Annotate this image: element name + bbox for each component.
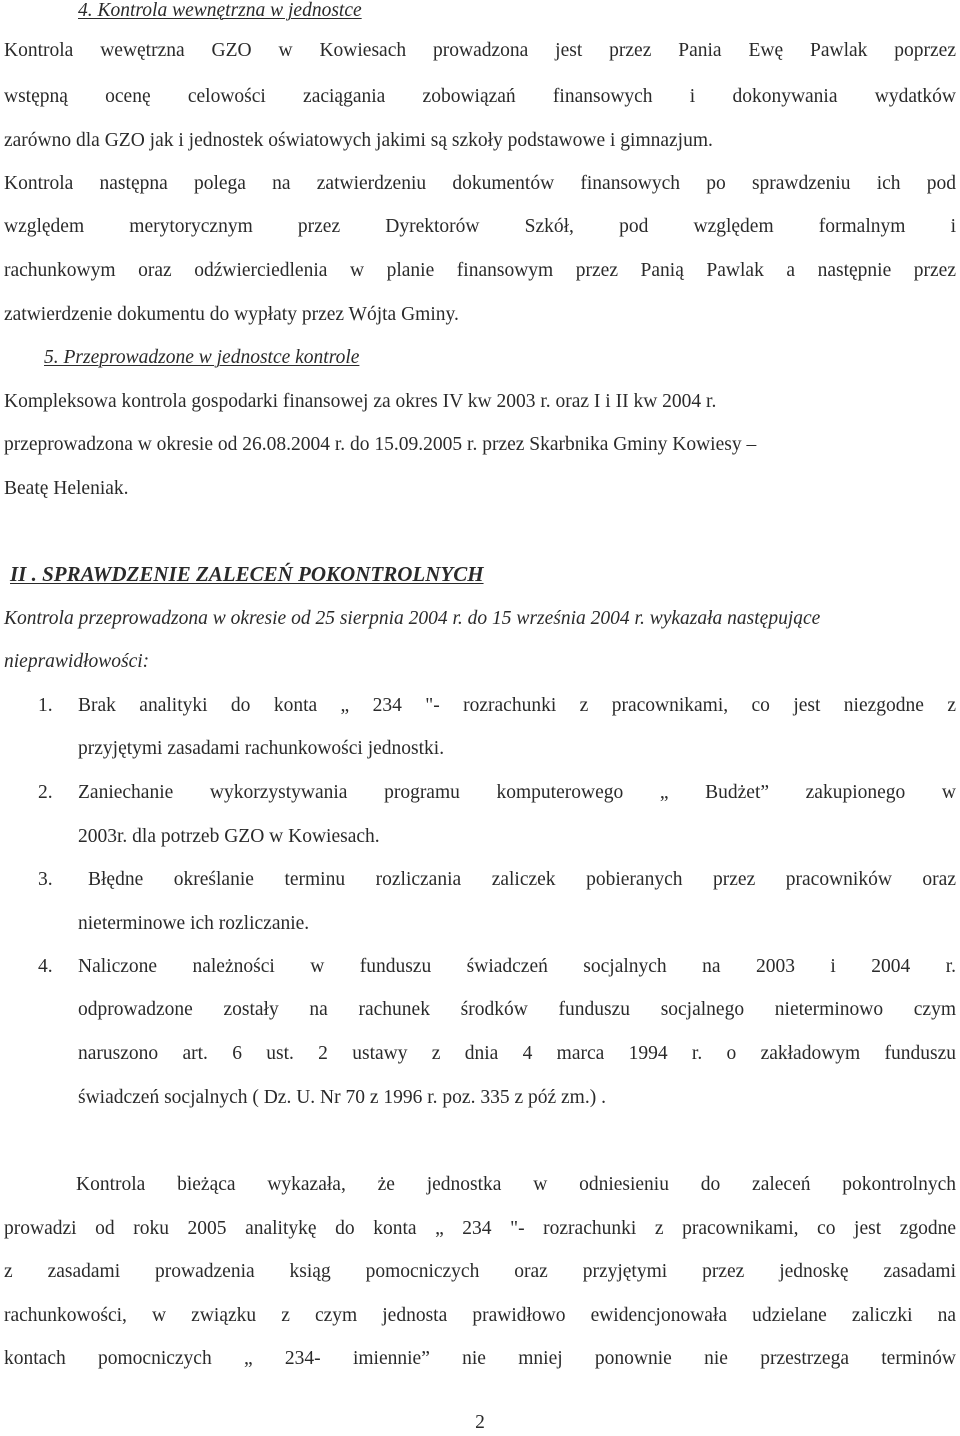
section-5-line-1: Kompleksowa kontrola gospodarki finansowej za okres IV kw 2003 r. oraz I i II kw 2004 r. — [4, 391, 717, 412]
section-4-line-4: Kontrola następna polega na zatwierdzeniu dokumentów finansowych po sprawdzeniu ich pod — [4, 173, 956, 194]
list-item-line: naruszono art. 6 ust. 2 ustawy z dnia 4 marca 1994 r. o zakładowym funduszu — [78, 1043, 956, 1064]
closing-line-2: prowadzi od roku 2005 analitykę do konta „ 234 "- rozrachunki z pracownikami, co jest zgodne — [4, 1218, 956, 1239]
list-item-line: 2003r. dla potrzeb GZO w Kowiesach. — [78, 826, 380, 847]
closing-line-4: rachunkowości, w związku z czym jednosta prawidłowo ewidencjonowała udzielane zaliczki na — [4, 1305, 956, 1326]
list-item-number: 3. — [38, 869, 53, 890]
section-4-line-1: Kontrola wewętrzna GZO w Kowiesach prowadzona jest przez Pania Ewę Pawlak poprzez — [4, 40, 956, 61]
list-item-line: odprowadzone zostały na rachunek środków funduszu socjalnego nieterminowo czym — [78, 999, 956, 1020]
closing-line-1: Kontrola bieżąca wykazała, że jednostka w odniesieniu do zaleceń pokontrolnych — [76, 1174, 956, 1195]
list-item-line: Zaniechanie wykorzystywania programu komputerowego „ Budżet” zakupionego w — [78, 782, 956, 803]
list-item-line: Brak analityki do konta „ 234 "- rozrachunki z pracownikami, co jest niezgodne z — [78, 695, 956, 716]
section-4-heading: 4. Kontrola wewnętrzna w jednostce — [78, 0, 362, 21]
section-ii-heading: II . SPRAWDZENIE ZALECEŃ POKONTROLNYCH — [10, 562, 484, 586]
section-ii-intro-line-1: Kontrola przeprowadzona w okresie od 25 sierpnia 2004 r. do 15 września 2004 r. wykazała następujące — [4, 608, 821, 629]
list-item-line: przyjętymi zasadami rachunkowości jednostki. — [78, 738, 445, 759]
closing-line-5: kontach pomocniczych „ 234- imiennie” nie mniej ponownie nie przestrzega terminów — [4, 1348, 956, 1369]
list-item-number: 2. — [38, 782, 53, 803]
section-4-line-5: względem merytorycznym przez Dyrektorów Szkół, pod względem formalnym i — [4, 216, 956, 237]
list-item-number: 4. — [38, 956, 53, 977]
section-5-line-2: przeprowadzona w okresie od 26.08.2004 r. do 15.09.2005 r. przez Skarbnika Gminy Kowiesy – — [4, 434, 757, 455]
section-5-line-3: Beatę Heleniak. — [4, 478, 129, 499]
section-4-line-3: zarówno dla GZO jak i jednostek oświatowych jakimi są szkoły podstawowe i gimnazjum. — [4, 130, 713, 151]
page-number: 2 — [475, 1412, 485, 1433]
section-ii-intro-line-2: nieprawidłowości: — [4, 651, 150, 672]
section-4-line-6: rachunkowym oraz odźwierciedlenia w planie finansowym przez Panią Pawlak a następnie przez — [4, 260, 956, 281]
list-item-line: nieterminowe ich rozliczanie. — [78, 913, 310, 934]
section-4-line-2: wstępną ocenę celowości zaciągania zobowiązań finansowych i dokonywania wydatków — [4, 86, 956, 107]
list-item-line: Błędne określanie terminu rozliczania zaliczek pobieranych przez pracowników oraz — [88, 869, 956, 890]
list-item-line: Naliczone należności w funduszu świadczeń socjalnych na 2003 i 2004 r. — [78, 956, 956, 977]
list-item-number: 1. — [38, 695, 53, 716]
section-4-line-7: zatwierdzenie dokumentu do wypłaty przez Wójta Gminy. — [4, 304, 459, 325]
closing-line-3: z zasadami prowadzenia ksiąg pomocniczych oraz przyjętymi przez jednoskę zasadami — [4, 1261, 956, 1282]
list-item-line: świadczeń socjalnych ( Dz. U. Nr 70 z 1996 r. poz. 335 z póź zm.) . — [78, 1087, 606, 1108]
section-5-heading: 5. Przeprowadzone w jednostce kontrole — [44, 347, 360, 368]
